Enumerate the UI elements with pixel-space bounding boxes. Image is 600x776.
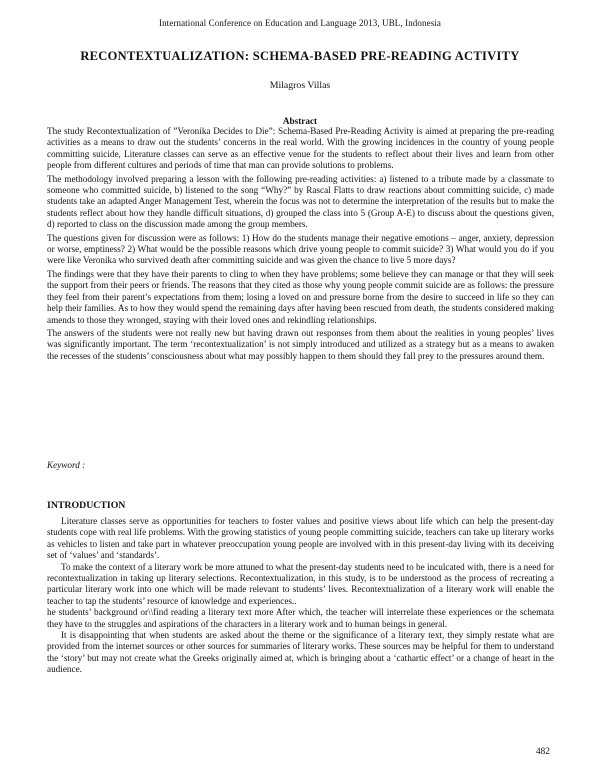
abstract-paragraph: The answers of the students were not really new but having drawn out responses from them about the realities in young peoples’ lives was significantly important. The term ‘recontextualization’ is not simply introduced and utilized as a strategy but as a means to awaken the recesses of the students’ consciousness about what may possibly happen to them should they fall prey to the pressures around them. xyxy=(47,327,554,361)
keyword-label: Keyword : xyxy=(47,460,86,470)
abstract-body xyxy=(47,126,554,364)
introduction-paragraph: It is disappointing that when students are asked about the theme or the significance of a literary text, they simply restate what are provided from the internet sources or other sources for summaries of literary works. These sources may be helpful for them to understand the ‘story’ but may not create what the Greeks originally aimed at, which is bringing about a ‘cathartic effect’ or a change of heart in the audience. xyxy=(47,630,554,675)
paper-title: RECONTEXTUALIZATION: SCHEMA-BASED PRE-READING ACTIVITY xyxy=(80,49,520,63)
abstract-heading: Abstract xyxy=(282,116,318,126)
author-name: Milagros Villas xyxy=(269,80,331,91)
introduction-body xyxy=(47,516,554,676)
introduction-paragraph: he students’ background or\\find reading a literary text more After which, the teacher will interrelate these experiences or the schemata they have to the struggles and aspirations of the characters in a literary work and to human beings in general. xyxy=(47,607,554,629)
introduction-paragraph: To make the context of a literary work be more attuned to what the present-day students need to be inculcated with, there is a need for recontextualization in taking up literary selections. Recontextualization, in this study, is to be understood as the process of recreating a particular literary work into one which will be made relevant to students’ lives. Recontextualization of a literary work will enable the teacher to tap the students’ resource of knowledge and experiences.. xyxy=(47,561,554,606)
abstract-paragraph: The methodology involved preparing a lesson with the following pre-reading activities: a) listened to a tribute made by a classmate to someone who committed suicide, b) listened to the song “Why?” by Rascal Flatts to draw reactions about committing suicide, c) made students take an adapted Anger Management Test, wherein the focus was not to determine the interpretation of the results but to make the students reflect about how they handle difficult situations, d) grouped the class into 5 (Group A-E) to discuss about the questions given, d) reported to class on the discussion made among the group members. xyxy=(47,173,554,230)
abstract-paragraph: The findings were that they have their parents to cling to when they have problems; some believe they can manage or that they will seek the support from their peers or friends. The reasons that they cited as those why young people commit suicide are as follows: the pressure they feel from their parent’s expectations from them; losing a loved on and pressure borne from the desire to succeed in life so they can help their families. As to how they would spend the remaining days after having been rescued from death, the students considered making amends to those they wronged, staying with their loved ones and rekindling relationships. xyxy=(47,268,554,325)
running-head: International Conference on Education and Language 2013, UBL, Indonesia xyxy=(158,18,441,28)
introduction-paragraph: Literature classes serve as opportunities for teachers to foster values and positive views about life which can help the present-day students cope with real life problems. With the growing statistics of young people committing suicide, teachers can take up literary works as vehicles to listen and take part in whatever preoccupation young people are involved with in this present-day living with its deceiving set of ‘values’ and ‘standards’. xyxy=(47,516,554,561)
introduction-heading: INTRODUCTION xyxy=(47,500,126,511)
page-number: 482 xyxy=(536,746,550,756)
abstract-paragraph: The questions given for discussion were as follows: 1) How do the students manage their negative emotions – anger, anxiety, depression or worse, emptiness? 2) What would be the possible reasons which drive young people to commit suicide? 3) What would you do if you were like Veronika who survived death after committing suicide and was given the chance to live 5 more days? xyxy=(47,232,554,266)
abstract-paragraph: The study Recontextualization of ”Veronika Decides to Die”: Schema-Based Pre-Reading Activity is aimed at preparing the pre-reading activities as a means to draw out the students’ concerns in the real world. With the growing incidences in the country of young people committing suicide, Literature classes can serve as an effective venue for the students to reflect about their lives and learn from other people from different cultures and periods of time that man can provide solutions to problems. xyxy=(47,126,554,171)
